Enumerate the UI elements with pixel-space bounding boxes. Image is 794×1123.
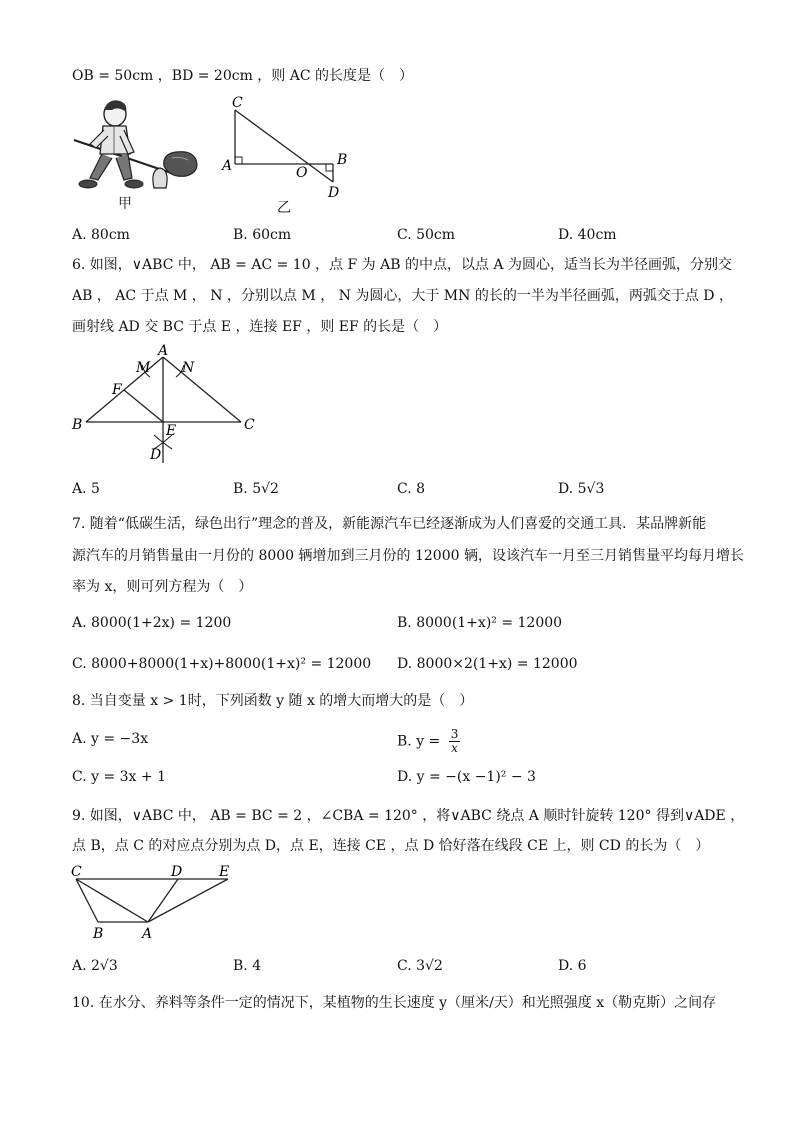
q5-label-a: A — [222, 158, 233, 174]
q9-option-a[interactable]: A. 2√3 — [72, 958, 118, 974]
q9-label-b: B — [93, 926, 104, 942]
q6-label-b: B — [72, 417, 83, 433]
q8-option-d[interactable]: D. y = −(x −1)² − 3 — [397, 769, 536, 785]
q6-figure-triangle — [66, 343, 276, 465]
q6-option-d[interactable]: D. 5√3 — [558, 481, 605, 497]
q6-stem-line3: 画射线 AD 交 BC 于点 E ，连接 EF ，则 EF 的长是（ ） — [72, 319, 448, 335]
q8-option-a[interactable]: A. y = −3x — [72, 731, 149, 747]
q6-label-f: F — [112, 382, 122, 398]
q9-stem-line1: 9. 如图，∨ABC 中， AB = BC = 2 ，∠CBA = 120° ，将∨ABC 绕点 A 顺时针旋转 120° 得到∨ADE ， — [72, 808, 745, 824]
q7-option-a[interactable]: A. 8000(1+2x) = 1200 — [72, 615, 232, 631]
q8-option-b-numerator: 3 — [450, 727, 459, 741]
q9-option-d[interactable]: D. 6 — [558, 958, 587, 974]
q5-label-o: O — [296, 165, 308, 181]
q5-option-d[interactable]: D. 40cm — [558, 227, 617, 243]
q5-figure-person-lever — [68, 96, 203, 194]
q8-option-b[interactable] — [397, 728, 460, 755]
q6-label-c: C — [244, 417, 255, 433]
q6-option-b[interactable]: B. 5√2 — [233, 481, 279, 497]
q7-option-b[interactable]: B. 8000(1+x)² = 12000 — [397, 615, 563, 631]
q5-label-c: C — [232, 95, 243, 111]
q6-label-e: E — [166, 423, 177, 439]
q5-option-b[interactable]: B. 60cm — [233, 227, 292, 243]
q6-label-n: N — [182, 360, 195, 376]
q6-option-c[interactable]: C. 8 — [397, 481, 426, 497]
q10-stem-line1: 10. 在水分、养料等条件一定的情况下，某植物的生长速度 y（厘米/天）和光照强度 x（勒克斯）之间存 — [72, 995, 717, 1011]
q5-caption-yi: 乙 — [277, 200, 291, 216]
q6-option-a[interactable]: A. 5 — [72, 481, 100, 497]
q5-option-c[interactable]: C. 50cm — [397, 227, 456, 243]
q8-stem: 8. 当自变量 x > 1时，下列函数 y 随 x 的增大而增大的是（ ） — [72, 693, 474, 709]
q9-stem-line2: 点 B，点 C 的对应点分别为点 D，点 E，连接 CE ，点 D 恰好落在线段 CE 上，则 CD 的长为（ ） — [72, 838, 710, 854]
q8-option-b-prefix: B. y = — [397, 733, 441, 750]
q7-option-c[interactable]: C. 8000+8000(1+x)+8000(1+x)² = 12000 — [72, 656, 372, 672]
q9-figure — [66, 862, 246, 942]
q8-option-b-denominator: x — [451, 741, 458, 755]
q6-label-a: A — [158, 343, 169, 359]
q5-label-d: D — [328, 185, 340, 201]
q7-option-d[interactable]: D. 8000×2(1+x) = 12000 — [397, 656, 578, 672]
q5-caption-jia: 甲 — [118, 196, 132, 212]
q6-stem-line1: 6. 如图，∨ABC 中， AB = AC = 10 ，点 F 为 AB 的中点，以点 A 为圆心，适当长为半径画弧，分别交 — [72, 257, 732, 273]
q9-label-d: D — [171, 864, 183, 880]
q7-stem-line2: 源汽车的月销售量由一月份的 8000 辆增加到三月份的 12000 辆，设该汽车一月至三月销售量平均每月增长 — [72, 548, 744, 564]
q5-label-b: B — [337, 152, 348, 168]
q7-stem-line3: 率为 x，则可列方程为（ ） — [72, 579, 253, 595]
q8-option-c[interactable]: C. y = 3x + 1 — [72, 769, 166, 785]
q9-label-a: A — [142, 926, 153, 942]
q9-label-e: E — [219, 864, 230, 880]
q9-option-c[interactable]: C. 3√2 — [397, 958, 443, 974]
q9-label-c: C — [71, 864, 82, 880]
q7-stem-line1: 7. 随着“低碳生活，绿色出行”理念的普及，新能源汽车已经逐渐成为人们喜爱的交通工具．某品牌新能 — [72, 516, 707, 532]
q5-option-a[interactable]: A. 80cm — [72, 227, 130, 243]
q6-stem-line2: AB ， AC 于点 M ， N ，分别以点 M ， N 为圆心，大于 MN 的长的一半为半径画弧，两弧交于点 D ， — [72, 288, 733, 304]
q6-label-m: M — [136, 360, 151, 376]
q9-option-b[interactable]: B. 4 — [233, 958, 262, 974]
q6-label-d: D — [150, 447, 162, 463]
q5-figure-triangles — [218, 94, 358, 204]
q5-stem: OB = 50cm ，BD = 20cm ，则 AC 的长度是（ ） — [72, 68, 414, 84]
